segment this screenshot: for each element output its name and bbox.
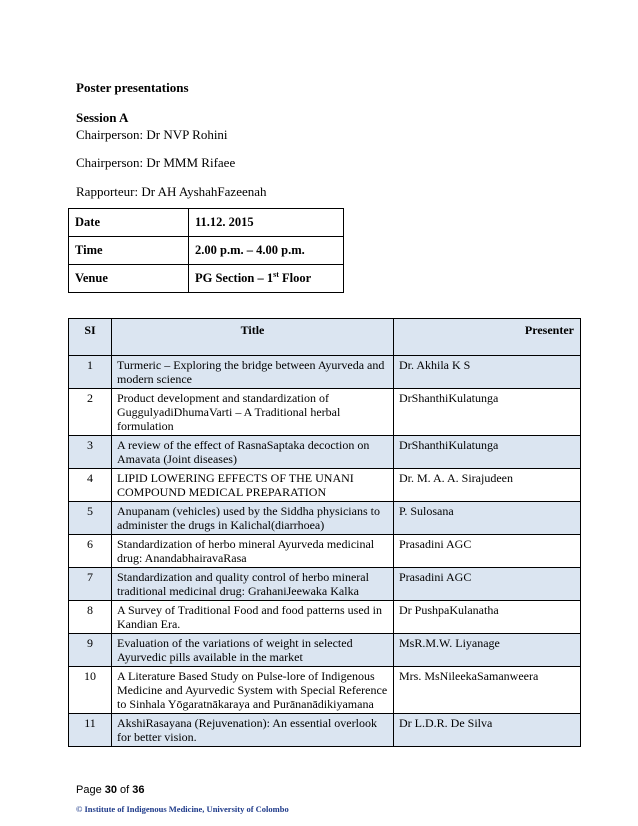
header-si: SI	[69, 319, 112, 356]
table-row	[69, 667, 581, 714]
cell-title: Product development and standardization of GuggulyadiDhumaVarti – A Traditional herbal formulation	[112, 389, 394, 436]
chairperson-1: Chairperson: Dr NVP Rohini	[76, 127, 228, 142]
cell-sl: 3	[69, 436, 112, 469]
table-body	[69, 356, 581, 747]
venue-value	[189, 265, 344, 293]
page-number	[76, 784, 145, 796]
table-row	[69, 502, 581, 535]
cell-title: Standardization and quality control of herbo mineral traditional medicinal drug: GrahaniJeewaka Kalka	[112, 568, 394, 601]
cell-title: A review of the effect of RasnaSaptaka decoction on Amavata (Joint diseases)	[112, 436, 394, 469]
page-prefix: Page	[76, 784, 105, 796]
venue-row	[69, 265, 344, 293]
table-row	[69, 714, 581, 747]
table-row	[69, 568, 581, 601]
table-row	[69, 634, 581, 667]
date-row	[69, 209, 344, 237]
cell-title: A Survey of Traditional Food and food patterns used in Kandian Era.	[112, 601, 394, 634]
table-row	[69, 469, 581, 502]
copyright-notice: © Institute of Indigenous Medicine, University of Colombo	[76, 804, 289, 814]
cell-presenter: Prasadini AGC	[394, 568, 581, 601]
page-current: 30	[104, 784, 117, 796]
cell-sl: 1	[69, 356, 112, 389]
section-heading: Poster presentations	[76, 80, 189, 95]
cell-title: Turmeric – Exploring the bridge between Ayurveda and modern science	[112, 356, 394, 389]
cell-sl: 4	[69, 469, 112, 502]
cell-presenter: Mrs. MsNileekaSamanweera	[394, 667, 581, 714]
chairperson-2: Chairperson: Dr MMM Rifaee	[76, 155, 236, 170]
cell-presenter: Dr L.D.R. De Silva	[394, 714, 581, 747]
table-row	[69, 535, 581, 568]
table-row	[69, 389, 581, 436]
cell-sl: 6	[69, 535, 112, 568]
cell-sl: 10	[69, 667, 112, 714]
date-label: Date	[69, 209, 189, 237]
cell-sl: 8	[69, 601, 112, 634]
table-row	[69, 601, 581, 634]
cell-sl: 2	[69, 389, 112, 436]
date-value: 11.12. 2015	[189, 209, 344, 237]
cell-presenter: Dr. M. A. A. Sirajudeen	[394, 469, 581, 502]
session-label: Session A	[76, 110, 129, 125]
cell-title: AkshiRasayana (Rejuvenation): An essential overlook for better vision.	[112, 714, 394, 747]
time-value: 2.00 p.m. – 4.00 p.m.	[189, 237, 344, 265]
cell-presenter: Dr PushpaKulanatha	[394, 601, 581, 634]
page-mid: of	[117, 784, 133, 796]
cell-title: Standardization of herbo mineral Ayurveda medicinal drug: AnandabhairavaRasa	[112, 535, 394, 568]
page-total: 36	[132, 784, 145, 796]
venue-label: Venue	[69, 265, 189, 293]
cell-title: LIPID LOWERING EFFECTS OF THE UNANI COMPOUND MEDICAL PREPARATION	[112, 469, 394, 502]
cell-title: Evaluation of the variations of weight in selected Ayurvedic pills available in the market	[112, 634, 394, 667]
cell-presenter: DrShanthiKulatunga	[394, 436, 581, 469]
session-info-table	[68, 208, 344, 293]
cell-sl: 9	[69, 634, 112, 667]
header-title: Title	[112, 319, 394, 356]
cell-title: Anupanam (vehicles) used by the Siddha physicians to administer the drugs in Kalichal(diarrhoea)	[112, 502, 394, 535]
table-row	[69, 436, 581, 469]
venue-value-pre: PG Section – 1	[195, 271, 274, 286]
venue-value-post: Floor	[278, 271, 312, 286]
cell-presenter: MsR.M.W. Liyanage	[394, 634, 581, 667]
cell-title: A Literature Based Study on Pulse-lore of Indigenous Medicine and Ayurvedic System with Special Reference to Sinhala Yōgaratnākaraya and Purānanādikiyamana	[112, 667, 394, 714]
time-label: Time	[69, 237, 189, 265]
cell-presenter: P. Sulosana	[394, 502, 581, 535]
presentations-table	[68, 318, 581, 747]
cell-presenter: Dr. Akhila K S	[394, 356, 581, 389]
cell-sl: 7	[69, 568, 112, 601]
cell-presenter: DrShanthiKulatunga	[394, 389, 581, 436]
cell-presenter: Prasadini AGC	[394, 535, 581, 568]
cell-sl: 5	[69, 502, 112, 535]
time-row	[69, 237, 344, 265]
table-header-row	[69, 319, 581, 356]
header-presenter: Presenter	[394, 319, 581, 356]
venue-sup: st	[273, 270, 279, 280]
rapporteur: Rapporteur: Dr AH AyshahFazeenah	[76, 184, 267, 199]
cell-sl: 11	[69, 714, 112, 747]
table-row	[69, 356, 581, 389]
